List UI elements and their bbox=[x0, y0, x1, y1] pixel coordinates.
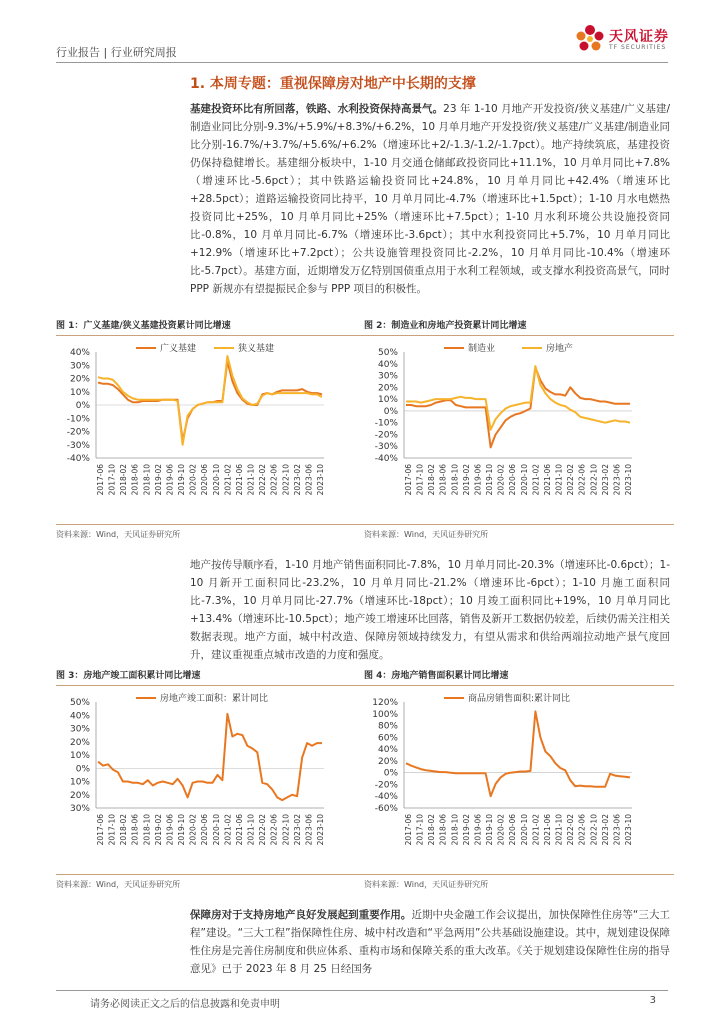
x-tick-label: 2022-02 bbox=[566, 814, 576, 846]
y-tick-label: 10% bbox=[69, 387, 90, 398]
x-tick-label: 2022-02 bbox=[566, 464, 576, 496]
y-tick-label: 30% bbox=[69, 804, 90, 814]
y-tick-label: 30% bbox=[69, 724, 90, 735]
legend-label: 商品房销售面积:累计同比 bbox=[468, 694, 571, 704]
x-tick-label: 2017-10 bbox=[415, 464, 425, 496]
y-tick-label: 50% bbox=[69, 698, 90, 708]
logo-subtitle: TF SECURITIES bbox=[609, 44, 667, 51]
paragraph-real-estate: 地产按传导顺序看，1-10 月地产销售面积同比-7.8%，10 月单月同比-20.3%（增速环比-0.6pct）；1-10 月新开工面积同比-23.2%，10 月单月同比-21.2%（增速环比-6pct）；1-10 月施工面积同比-7.3%，10 月单月同比-27.7%（增速环比-18pct）；10 月竣工面积同比+19%，10 月单月同比+13.4%（增速环比-10.5pct）；地产竣工增速环比回落，销售及新开工数据仍较差，后续仍需关注相关数据表现。地产方面，城中村改造、保障房领域持续发力，有望从需求和供给两端拉动地产景气度回升，建议重视重点城市改造的力度和强度。 bbox=[190, 559, 670, 661]
figure-1 bbox=[56, 318, 366, 544]
y-tick-label: 20% bbox=[69, 790, 90, 801]
legend-label: 房地产竣工面积：累计同比 bbox=[160, 694, 269, 704]
legend-label: 狭义基建 bbox=[238, 344, 275, 354]
x-tick-label: 2023-10 bbox=[316, 464, 325, 496]
x-tick-label: 2021-06 bbox=[234, 464, 244, 496]
x-tick-label: 2018-10 bbox=[142, 814, 152, 846]
x-tick-label: 2017-06 bbox=[404, 814, 413, 846]
paragraph-lead: 基建投资环比有所回落，铁路、水利投资保持高景气。 bbox=[190, 103, 444, 115]
x-tick-label: 2019-02 bbox=[153, 464, 163, 496]
x-tick-label: 2020-10 bbox=[519, 814, 529, 846]
y-tick-label: -30% bbox=[374, 442, 398, 453]
legend-label: 房地产 bbox=[546, 344, 574, 354]
y-tick-label: 100% bbox=[372, 709, 398, 720]
x-tick-label: 2018-02 bbox=[427, 814, 437, 846]
y-tick-label: 20% bbox=[377, 383, 398, 394]
x-tick-label: 2021-10 bbox=[554, 814, 564, 846]
figure-title: 图 3：房地产竣工面积累计同比增速 bbox=[56, 668, 366, 686]
x-tick-label: 2020-06 bbox=[200, 814, 210, 846]
x-tick-label: 2020-02 bbox=[188, 814, 198, 846]
x-tick-label: 2023-10 bbox=[624, 814, 633, 846]
page-header bbox=[0, 0, 724, 60]
x-tick-label: 2023-06 bbox=[304, 814, 314, 846]
x-tick-label: 2022-06 bbox=[269, 814, 279, 846]
x-tick-label: 2019-06 bbox=[165, 464, 175, 496]
figure-title: 图 1：广义基建/狭义基建投资累计同比增速 bbox=[56, 318, 366, 336]
x-tick-label: 2017-10 bbox=[415, 814, 425, 846]
x-tick-label: 2019-10 bbox=[177, 464, 187, 496]
y-tick-label: 30% bbox=[69, 361, 90, 372]
x-tick-label: 2020-02 bbox=[496, 814, 506, 846]
x-tick-label: 2022-10 bbox=[589, 464, 599, 496]
y-tick-label: 20% bbox=[69, 737, 90, 748]
figure-4 bbox=[364, 668, 674, 896]
y-tick-label: -20% bbox=[374, 780, 398, 791]
x-tick-label: 2018-06 bbox=[130, 464, 140, 496]
x-tick-label: 2018-06 bbox=[130, 814, 140, 846]
section-title: 1. 本周专题：重视保障房对地产中长期的支撑 bbox=[190, 76, 476, 92]
x-tick-label: 2020-10 bbox=[211, 814, 221, 846]
x-tick-label: 2022-10 bbox=[281, 814, 291, 846]
logo-name: 天风证券 bbox=[609, 29, 669, 45]
x-tick-label: 2023-10 bbox=[316, 814, 325, 846]
y-tick-label: -10% bbox=[66, 414, 90, 425]
y-tick-label: -30% bbox=[66, 440, 90, 451]
legend-label: 制造业 bbox=[468, 344, 496, 354]
y-tick-label: 80% bbox=[377, 721, 398, 732]
x-tick-label: 2019-06 bbox=[473, 814, 483, 846]
y-tick-label: 40% bbox=[69, 348, 90, 358]
x-tick-label: 2019-10 bbox=[485, 464, 495, 496]
x-tick-label: 2023-10 bbox=[624, 464, 633, 496]
x-tick-label: 2021-02 bbox=[531, 814, 541, 846]
x-tick-label: 2020-10 bbox=[519, 464, 529, 496]
x-tick-label: 2019-10 bbox=[177, 814, 187, 846]
x-tick-label: 2021-10 bbox=[246, 464, 256, 496]
x-tick-label: 2017-06 bbox=[96, 464, 105, 496]
x-tick-label: 2022-02 bbox=[258, 814, 268, 846]
paragraph-body: 近期中央金融工作会议提出，加快保障性住房等“三大工程”建设。“三大工程”指保障性住房、城中村改造和“平急两用”公共基础设施建设。其中，规划建设保障性住房是完善住房制度和供应体系、重构市场和保障关系的重大改革。《关于规划建设保障性住房的指导意见》已于 2023 年 8 月 25 日经国务 bbox=[190, 909, 670, 975]
x-tick-label: 2020-06 bbox=[508, 814, 518, 846]
y-tick-label: 20% bbox=[377, 756, 398, 767]
paragraph-infrastructure bbox=[190, 100, 670, 298]
series-line-1 bbox=[98, 361, 322, 441]
x-tick-label: 2018-02 bbox=[427, 464, 437, 496]
page-footer bbox=[56, 990, 668, 1010]
x-tick-label: 2022-02 bbox=[258, 464, 268, 496]
x-tick-label: 2017-10 bbox=[107, 464, 117, 496]
x-tick-label: 2023-06 bbox=[612, 464, 622, 496]
series-line-1 bbox=[406, 367, 630, 447]
x-tick-label: 2021-06 bbox=[234, 814, 244, 846]
figure-source: 资料来源：Wind，天风证券研究所 bbox=[364, 880, 489, 889]
y-tick-label: 10% bbox=[69, 751, 90, 761]
y-tick-label: -60% bbox=[374, 804, 398, 814]
figure-title: 图 4：房地产销售面积累计同比增速 bbox=[364, 668, 674, 686]
x-tick-label: 2018-02 bbox=[119, 464, 129, 496]
x-tick-label: 2022-06 bbox=[577, 814, 587, 846]
x-tick-label: 2018-10 bbox=[450, 464, 460, 496]
x-tick-label: 2023-06 bbox=[304, 464, 314, 496]
x-tick-label: 2022-10 bbox=[281, 464, 291, 496]
figure-bottom-rule bbox=[364, 874, 674, 875]
figure-2 bbox=[364, 318, 674, 544]
footer-disclaimer: 请务必阅读正文之后的信息披露和免责申明 bbox=[90, 999, 280, 1010]
x-tick-label: 2021-06 bbox=[542, 464, 552, 496]
y-tick-label: 10% bbox=[377, 395, 398, 406]
series-line-2 bbox=[98, 356, 322, 445]
x-tick-label: 2021-06 bbox=[542, 814, 552, 846]
y-tick-label: 40% bbox=[377, 359, 398, 370]
y-tick-label: -40% bbox=[66, 454, 90, 464]
y-tick-label: -20% bbox=[66, 427, 90, 438]
chart-sales-area bbox=[364, 690, 674, 870]
x-tick-label: 2017-06 bbox=[96, 814, 105, 846]
x-tick-label: 2022-10 bbox=[589, 814, 599, 846]
y-tick-label: -40% bbox=[374, 792, 398, 803]
header-divider bbox=[56, 62, 668, 63]
paragraph-affordable-housing bbox=[190, 906, 670, 978]
x-tick-label: 2019-02 bbox=[461, 464, 471, 496]
legend-label: 广义基建 bbox=[160, 344, 197, 354]
y-tick-label: 0% bbox=[75, 764, 90, 775]
x-tick-label: 2023-02 bbox=[292, 464, 302, 496]
x-tick-label: 2023-02 bbox=[600, 464, 610, 496]
figure-source: 资料来源：Wind，天风证券研究所 bbox=[56, 880, 181, 889]
figure-source: 资料来源：Wind，天风证券研究所 bbox=[364, 530, 489, 539]
x-tick-label: 2018-06 bbox=[438, 464, 448, 496]
x-tick-label: 2018-10 bbox=[142, 464, 152, 496]
y-tick-label: 120% bbox=[372, 698, 398, 708]
y-tick-label: -10% bbox=[374, 418, 398, 429]
y-tick-label: 40% bbox=[69, 711, 90, 722]
x-tick-label: 2020-06 bbox=[508, 464, 518, 496]
y-tick-label: 0% bbox=[75, 401, 90, 411]
x-tick-label: 2018-10 bbox=[450, 814, 460, 846]
y-tick-label: 60% bbox=[377, 733, 398, 744]
x-tick-label: 2018-02 bbox=[119, 814, 129, 846]
x-tick-label: 2020-02 bbox=[188, 464, 198, 496]
x-tick-label: 2022-06 bbox=[577, 464, 587, 496]
company-logo bbox=[575, 22, 675, 56]
x-tick-label: 2017-06 bbox=[404, 464, 413, 496]
x-tick-label: 2021-10 bbox=[246, 814, 256, 846]
x-tick-label: 2023-02 bbox=[292, 814, 302, 846]
page-number: 3 bbox=[649, 995, 656, 1006]
y-tick-label: 50% bbox=[377, 348, 398, 358]
paragraph-body: 23 年 1-10 月地产开发投资/狭义基建/广义基建/制造业同比分别-9.3%/+5.9%/+8.3%/+6.2%，10 月单月地产开发投资/狭义基建/广义基建/制造业同比分别-16.7%/+3.7%/+5.6%/+6.2%（增速环比+2/-1.3/-1.2/-1.7pct）。地产持续筑底，基建投资仍保持稳健增长。基建细分板块中，1-10 月交通仓储邮政投资同比+11.1%，10 月单月同比+7.8%（增速环比-5.6pct）；其中铁路运输投资同比+24.8%，10 月单月同比+42.4%（增速环比+28.5pct）；道路运输投资同比持平，10 月单月同比-4.7%（增速环比+1.5pct）；1-10 月水电燃热投资同比+25%，10 月单月同比+25%（增速环比+7.5pct）；1-10 月水利环境公共设施投资同比-0.8%，10 月单月同比-6.7%（增速环比-3.6pct）；其中水利投资同比+5.7%，10 月单月同比+12.9%（增速环比+7.2pct）；公共设施管理投资同比-2.2%，10 月单月同比-10.4%（增速环比-5.7pct）。基建方面，近期增发万亿特别国债重点用于水利工程领域，或支撑水利投资高景气，同时 PPP 新规亦有望提振民企参与 PPP 项目的积极性。 bbox=[190, 103, 671, 295]
x-tick-label: 2017-10 bbox=[107, 814, 117, 846]
y-tick-label: -40% bbox=[374, 454, 398, 464]
report-breadcrumb: 行业报告 | 行业研究周报 bbox=[56, 46, 177, 59]
x-tick-label: 2020-06 bbox=[200, 464, 210, 496]
y-tick-label: 20% bbox=[69, 374, 90, 385]
chart-completion-area bbox=[56, 690, 366, 870]
figure-3 bbox=[56, 668, 366, 896]
x-tick-label: 2019-10 bbox=[485, 814, 495, 846]
x-tick-label: 2019-02 bbox=[461, 814, 471, 846]
y-tick-label: -20% bbox=[374, 430, 398, 441]
x-tick-label: 2019-06 bbox=[165, 814, 175, 846]
x-tick-label: 2020-10 bbox=[211, 464, 221, 496]
paragraph-lead: 保障房对于支持房地产良好发展起到重要作用。 bbox=[190, 909, 412, 921]
y-tick-label: 10% bbox=[69, 777, 90, 788]
x-tick-label: 2021-02 bbox=[223, 464, 233, 496]
chart-manufacturing-realestate-investment bbox=[364, 340, 674, 520]
figure-source: 资料来源：Wind，天风证券研究所 bbox=[56, 530, 181, 539]
series-line-1 bbox=[406, 711, 630, 796]
x-tick-label: 2019-02 bbox=[153, 814, 163, 846]
figure-bottom-rule bbox=[364, 524, 674, 525]
figure-bottom-rule bbox=[56, 524, 366, 525]
x-tick-label: 2022-06 bbox=[269, 464, 279, 496]
figure-title: 图 2：制造业和房地产投资累计同比增速 bbox=[364, 318, 674, 336]
x-tick-label: 2023-02 bbox=[600, 814, 610, 846]
x-tick-label: 2019-06 bbox=[473, 464, 483, 496]
y-tick-label: 0% bbox=[383, 406, 398, 417]
y-tick-label: 30% bbox=[377, 371, 398, 382]
x-tick-label: 2023-06 bbox=[612, 814, 622, 846]
logo-flower-icon bbox=[575, 22, 605, 56]
chart-infrastructure-investment bbox=[56, 340, 366, 520]
x-tick-label: 2021-10 bbox=[554, 464, 564, 496]
series-line-1 bbox=[98, 714, 322, 800]
x-tick-label: 2020-02 bbox=[496, 464, 506, 496]
series-line-2 bbox=[406, 366, 630, 430]
figure-bottom-rule bbox=[56, 874, 366, 875]
x-tick-label: 2018-06 bbox=[438, 814, 448, 846]
y-tick-label: 40% bbox=[377, 745, 398, 756]
x-tick-label: 2021-02 bbox=[223, 814, 233, 846]
y-tick-label: 0% bbox=[383, 768, 398, 779]
x-tick-label: 2021-02 bbox=[531, 464, 541, 496]
